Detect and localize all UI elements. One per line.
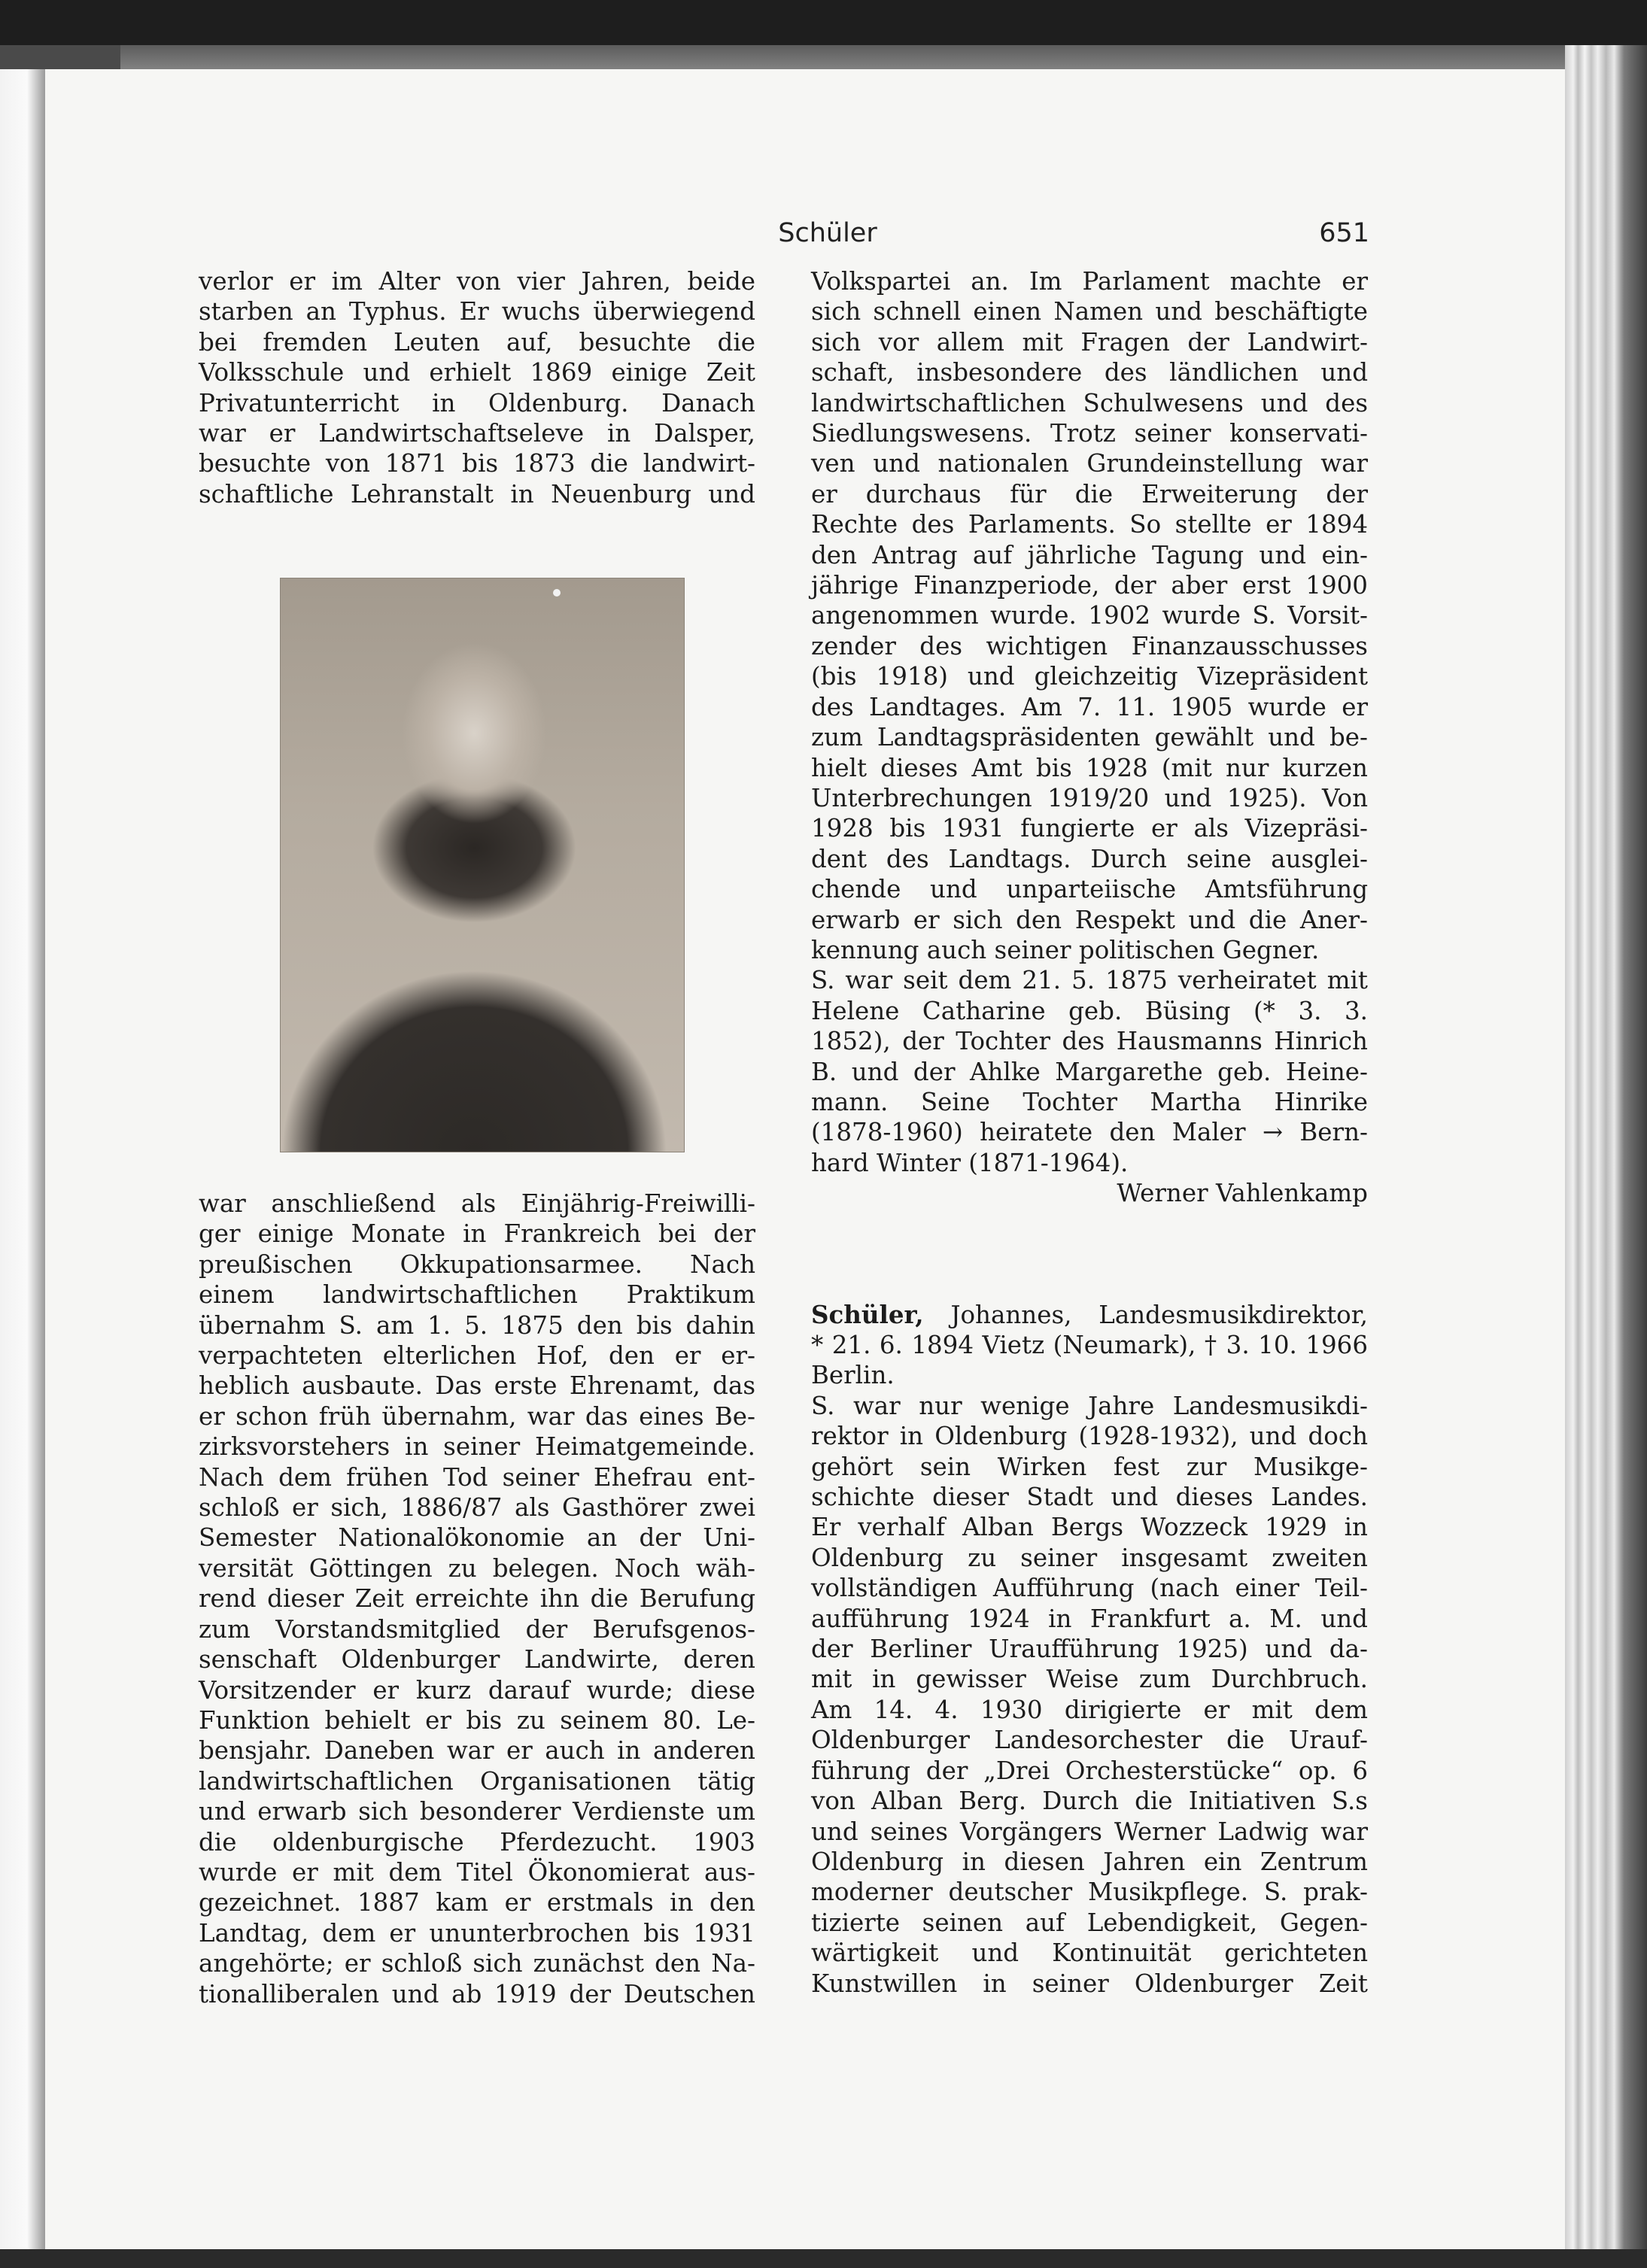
text-line: angenommen wurde. 1902 wurde S. Vorsit- xyxy=(811,601,1368,630)
text-line: und seines Vorgängers Werner Ladwig war xyxy=(811,1817,1368,1846)
text-line: des Landtages. Am 7. 11. 1905 wurde er xyxy=(811,692,1368,721)
text-line: Landtag, dem er ununterbrochen bis 1931 xyxy=(199,1918,755,1948)
text-line: erwarb er sich den Respekt und die Aner- xyxy=(811,905,1368,934)
photo-speck xyxy=(553,589,561,597)
text-line: mann. Seine Tochter Martha Hinrike xyxy=(811,1087,1368,1116)
entry-name: Schüler, xyxy=(811,1299,924,1329)
text-line: heblich ausbaute. Das erste Ehrenamt, das xyxy=(199,1371,755,1401)
text-line: ger einige Monate in Frankreich bei der xyxy=(199,1219,755,1249)
text-line: Funktion behielt er bis zu seinem 80. Le- xyxy=(199,1705,755,1735)
text-line: schaftliche Lehranstalt in Neuenburg und xyxy=(199,479,755,509)
text-line: ven und nationalen Grundeinstellung war xyxy=(811,449,1368,478)
entry-heading-rest: Johannes, Landesmusikdirektor, xyxy=(923,1300,1368,1329)
right-column xyxy=(811,266,1368,1999)
text-line: Rechte des Parlaments. So stellte er 1894 xyxy=(811,510,1368,539)
text-line: mit in gewisser Weise zum Durchbruch. xyxy=(811,1665,1368,1694)
text-line: (1878-1960) heiratete den Maler → Bern- xyxy=(811,1118,1368,1147)
text-line: führung der „Drei Orchesterstücke“ op. 6 xyxy=(811,1756,1368,1785)
text-line: bensjahr. Daneben war er auch in anderen xyxy=(199,1736,755,1766)
text-line: tionalliberalen und ab 1919 der Deutschen xyxy=(199,1979,755,2008)
text-line: Vorsitzender er kurz darauf wurde; diese xyxy=(199,1675,755,1705)
text-line: tizierte seinen auf Lebendigkeit, Gegen- xyxy=(811,1908,1368,1937)
text-line: angehörte; er schloß sich zunächst den Na- xyxy=(199,1949,755,1978)
portrait-photo xyxy=(280,578,685,1152)
scanner-bottom xyxy=(0,2249,1647,2268)
text-line: Oldenburg in diesen Jahren ein Zentrum xyxy=(811,1847,1368,1876)
text-line: zum Landtagspräsidenten gewählt und be- xyxy=(811,723,1368,752)
text-line: 1928 bis 1931 fungierte er als Vizepräsi- xyxy=(811,814,1368,843)
text-line: chende und unparteiische Amtsführung xyxy=(811,875,1368,904)
text-line: landwirtschaftlichen Organisationen tätig xyxy=(199,1766,755,1796)
text-line: übernahm S. am 1. 5. 1875 den bis dahin xyxy=(199,1310,755,1340)
text-line: Oldenburg zu seiner insgesamt zweiten xyxy=(811,1543,1368,1572)
text-line: vollständigen Aufführung (nach einer Teil- xyxy=(811,1574,1368,1603)
text-line: war er Landwirtschaftseleve in Dalsper, xyxy=(199,419,755,448)
page-stack-edge xyxy=(1565,45,1647,2249)
left-column-top xyxy=(199,266,755,509)
text-line: kennung auch seiner politischen Gegner. xyxy=(811,935,1320,964)
text-line: Volksschule und erhielt 1869 einige Zeit xyxy=(199,358,755,387)
text-line: von Alban Berg. Durch die Initiativen S.s xyxy=(811,1787,1368,1816)
entry-heading xyxy=(811,1300,1368,1330)
text-line: Kunstwillen in seiner Oldenburger Zeit xyxy=(811,1969,1368,1998)
text-line: Unterbrechungen 1919/20 und 1925). Von xyxy=(811,783,1368,812)
text-line: S. war seit dem 21. 5. 1875 verheiratet mit xyxy=(811,966,1368,995)
text-line: Er verhalf Alban Bergs Wozzeck 1929 in xyxy=(811,1513,1368,1542)
text-line: sich vor allem mit Fragen der Landwirt- xyxy=(811,327,1368,357)
text-line: (bis 1918) und gleichzeitig Vizepräsident xyxy=(811,662,1368,691)
left-column-bottom xyxy=(199,1189,755,2009)
text-line: sich schnell einen Namen und beschäftigte xyxy=(811,297,1368,326)
text-line: zender des wichtigen Finanzausschusses xyxy=(811,631,1368,660)
text-line: gezeichnet. 1887 kam er erstmals in den xyxy=(199,1888,755,1917)
scanner-background xyxy=(0,0,1647,45)
text-line: schichte dieser Stadt und dieses Landes. xyxy=(811,1483,1368,1512)
text-line: hard Winter (1871-1964). xyxy=(811,1148,1129,1177)
text-line: preußischen Okkupationsarmee. Nach xyxy=(199,1249,755,1279)
text-line: rektor in Oldenburg (1928-1932), und doch xyxy=(811,1422,1368,1451)
text-line: Volkspartei an. Im Parlament machte er xyxy=(811,267,1368,296)
text-line: Helene Catharine geb. Büsing (* 3. 3. xyxy=(811,996,1368,1025)
text-line: und erwarb sich besonderer Verdienste um xyxy=(199,1797,755,1826)
text-line: wärtigkeit und Kontinuität gerichteten xyxy=(811,1939,1368,1968)
text-line: er durchaus für die Erweiterung der xyxy=(811,479,1368,509)
text-line: versität Göttingen zu belegen. Noch wäh- xyxy=(199,1553,755,1583)
text-line: die oldenburgische Pferdezucht. 1903 xyxy=(199,1827,755,1857)
text-line: landwirtschaftlichen Schulwesens und des xyxy=(811,388,1368,417)
text-line: war anschließend als Einjährig-Freiwilli- xyxy=(199,1189,755,1218)
text-line: 1852), der Tochter des Hausmanns Hinrich xyxy=(811,1027,1368,1056)
text-line: er schon früh übernahm, war das eines Be- xyxy=(199,1401,755,1431)
text-line: senschaft Oldenburger Landwirte, deren xyxy=(199,1645,755,1674)
entry-spacer xyxy=(811,1209,1368,1300)
text-line: Nach dem frühen Tod seiner Ehefrau ent- xyxy=(199,1462,755,1492)
page-number: 651 xyxy=(1319,218,1369,248)
text-line: Berlin. xyxy=(811,1361,895,1390)
text-line: den Antrag auf jährliche Tagung und ein- xyxy=(811,540,1368,569)
text-line: wurde er mit dem Titel Ökonomierat aus- xyxy=(199,1857,755,1887)
text-line: Privatunterricht in Oldenburg. Danach xyxy=(199,388,755,417)
left-page-edge xyxy=(0,69,45,2251)
text-line: aufführung 1924 in Frankfurt a. M. und xyxy=(811,1604,1368,1633)
text-line: Siedlungswesens. Trotz seiner konservati- xyxy=(811,419,1368,448)
text-line: starben an Typhus. Er wuchs überwiegend xyxy=(199,297,755,326)
text-line: zirksvorstehers in seiner Heimatgemeinde. xyxy=(199,1432,755,1462)
text-line: moderner deutscher Musikpflege. S. prak- xyxy=(811,1878,1368,1907)
text-line: verpachteten elterlichen Hof, den er er- xyxy=(199,1341,755,1371)
text-line: einem landwirtschaftlichen Praktikum xyxy=(199,1280,755,1310)
text-line: schaft, insbesondere des ländlichen und xyxy=(811,358,1368,387)
author-signature: Werner Vahlenkamp xyxy=(1117,1179,1368,1208)
text-line: hielt dieses Amt bis 1928 (mit nur kurzen xyxy=(811,753,1368,782)
text-line: dent des Landtags. Durch seine ausglei- xyxy=(811,844,1368,873)
text-line: schloß er sich, 1886/87 als Gasthörer zwei xyxy=(199,1493,755,1523)
text-line: B. und der Ahlke Margarethe geb. Heine- xyxy=(811,1057,1368,1086)
text-line: S. war nur wenige Jahre Landesmusikdi- xyxy=(811,1391,1368,1420)
running-head: Schüler xyxy=(778,218,877,248)
text-line: gehört sein Wirken fest zur Musikge- xyxy=(811,1452,1368,1481)
text-line: rend dieser Zeit erreichte ihn die Berufung xyxy=(199,1584,755,1614)
text-line: Oldenburger Landesorchester die Urauf- xyxy=(811,1726,1368,1755)
text-line: zum Vorstandsmitglied der Berufsgenos- xyxy=(199,1614,755,1644)
text-line: * 21. 6. 1894 Vietz (Neumark), † 3. 10. 1966 xyxy=(811,1331,1368,1359)
text-line: Semester Nationalökonomie an der Uni- xyxy=(199,1523,755,1553)
text-line: der Berliner Uraufführung 1925) und da- xyxy=(811,1635,1368,1664)
text-line: jährige Finanzperiode, der aber erst 1900 xyxy=(811,571,1368,600)
text-line: besuchte von 1871 bis 1873 die landwirt- xyxy=(199,449,755,478)
text-line: bei fremden Leuten auf, besuchte die xyxy=(199,327,755,357)
text-line: Am 14. 4. 1930 dirigierte er mit dem xyxy=(811,1695,1368,1724)
text-line: verlor er im Alter von vier Jahren, beide xyxy=(199,267,755,296)
